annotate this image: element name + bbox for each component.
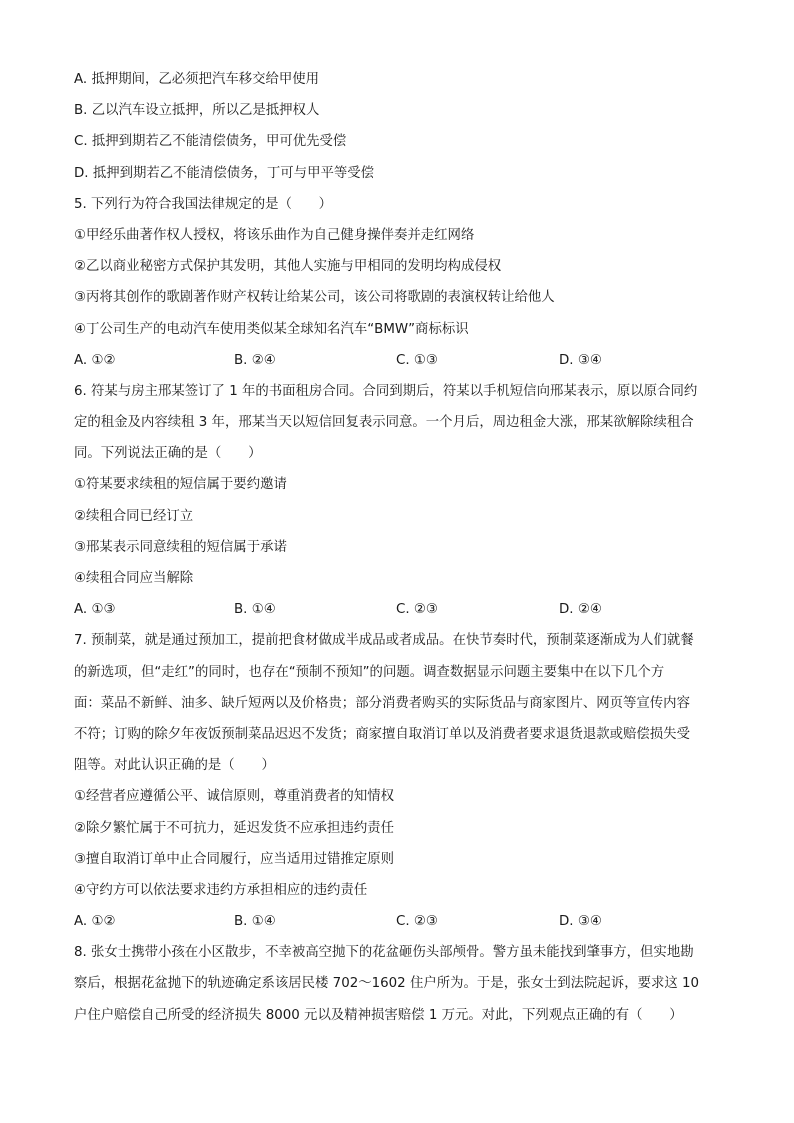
- q6-choice-a: A. ①③: [74, 602, 116, 618]
- q4-option-d: D. 抵押到期若乙不能清偿债务，丁可与甲平等受偿: [74, 165, 375, 181]
- q5-item-1: ①甲经乐曲著作权人授权，将该乐曲作为自己健身操伴奏并走红网络: [74, 227, 475, 243]
- exam-page: [74, 64, 724, 1031]
- q6-item-2: ②续租合同已经订立: [74, 508, 194, 524]
- q5-choice-d: D. ③④: [559, 352, 602, 368]
- q5-choice-c: C. ①③: [396, 352, 438, 368]
- question-6: [74, 376, 724, 626]
- q6-item-3: ③邢某表示同意续租的短信属于承诺: [74, 539, 287, 555]
- q6-choice-d: D. ②④: [559, 602, 602, 618]
- question-8: [74, 937, 724, 1031]
- q7-stem-line-5: 阻等。对此认识正确的是（ ）: [74, 758, 275, 774]
- q7-item-4: ④守约方可以依法要求违约方承担相应的违约责任: [74, 882, 368, 898]
- q4-option-c: C. 抵押到期若乙不能清偿债务，甲可优先受偿: [74, 134, 347, 150]
- q5-choice-a: A. ①②: [74, 352, 116, 368]
- q5-item-3: ③丙将其创作的歌剧著作财产权转让给某公司，该公司将歌剧的表演权转让给他人: [74, 290, 555, 306]
- q6-stem-line-1: 6. 符某与房主邢某签订了 1 年的书面租房合同。合同到期后，符某以手机短信向邢某表示，原以原合同约: [74, 383, 698, 399]
- q7-stem-line-2: 的新选项，但“走红”的同时，也存在“预制不预知”的问题。调查数据显示问题主要集中在以下几个方: [74, 664, 665, 680]
- q7-choices: [74, 906, 724, 937]
- q6-item-1: ①符某要求续租的短信属于要约邀请: [74, 477, 287, 493]
- q7-choice-d: D. ③④: [559, 914, 602, 930]
- q5-stem: 5. 下列行为符合我国法律规定的是（ ）: [74, 196, 333, 212]
- q7-stem-line-3: 面：菜品不新鲜、油多、缺斤短两以及价格贵；部分消费者购买的实际货品与商家图片、网页等宣传内容: [74, 695, 690, 711]
- q7-choice-a: A. ①②: [74, 914, 116, 930]
- question-4-options: [74, 64, 724, 189]
- q7-choice-b: B. ①④: [234, 914, 276, 930]
- q5-item-2: ②乙以商业秘密方式保护其发明，其他人实施与甲相同的发明均构成侵权: [74, 259, 502, 275]
- q6-item-4: ④续租合同应当解除: [74, 571, 194, 586]
- q5-item-4: ④丁公司生产的电动汽车使用类似某全球知名汽车“BMW”商标标识: [74, 321, 469, 337]
- q7-item-3: ③擅自取消订单中止合同履行，应当适用过错推定原则: [74, 851, 394, 867]
- q8-stem-line-1: 8. 张女士携带小孩在小区散步，不幸被高空抛下的花盆砸伤头部颅骨。警方虽未能找到肇事方，但实地勘: [74, 945, 694, 961]
- q7-stem-line-4: 不符；订购的除夕年夜饭预制菜品迟迟不发货；商家擅自取消订单以及消费者要求退货退款或赔偿损失受: [74, 726, 690, 742]
- q7-stem-line-1: 7. 预制菜，就是通过预加工，提前把食材做成半成品或者成品。在快节奏时代，预制菜逐渐成为人们就餐: [74, 633, 694, 649]
- q8-stem-line-2: 察后，根据花盆抛下的轨迹确定系该居民楼 702～1602 住户所为。于是，张女士到法院起诉，要求这 10: [74, 976, 700, 992]
- q6-choice-b: B. ①④: [234, 602, 276, 618]
- q8-stem-line-3: 户住户赔偿自己所受的经济损失 8000 元以及精神损害赔偿 1 万元。对此，下列观点正确的有（ ）: [74, 1007, 683, 1023]
- q6-stem-line-2: 定的租金及内容续租 3 年，邢某当天以短信回复表示同意。一个月后，周边租金大涨，邢某欲解除续租合: [74, 415, 694, 431]
- q4-option-b: B. 乙以汽车设立抵押，所以乙是抵押权人: [74, 103, 320, 119]
- q7-choice-c: C. ②③: [396, 914, 438, 930]
- question-5: [74, 189, 724, 376]
- q4-option-a: A. 抵押期间，乙必须把汽车移交给甲使用: [74, 72, 320, 87]
- q7-item-1: ①经营者应遵循公平、诚信原则，尊重消费者的知情权: [74, 789, 394, 805]
- q6-stem-line-3: 同。下列说法正确的是（ ）: [74, 446, 262, 462]
- q5-choices: [74, 345, 724, 376]
- q6-choices: [74, 594, 724, 625]
- q7-item-2: ②除夕繁忙属于不可抗力，延迟发货不应承担违约责任: [74, 820, 394, 836]
- question-7: [74, 625, 724, 937]
- q6-choice-c: C. ②③: [396, 602, 438, 618]
- q5-choice-b: B. ②④: [234, 352, 276, 368]
